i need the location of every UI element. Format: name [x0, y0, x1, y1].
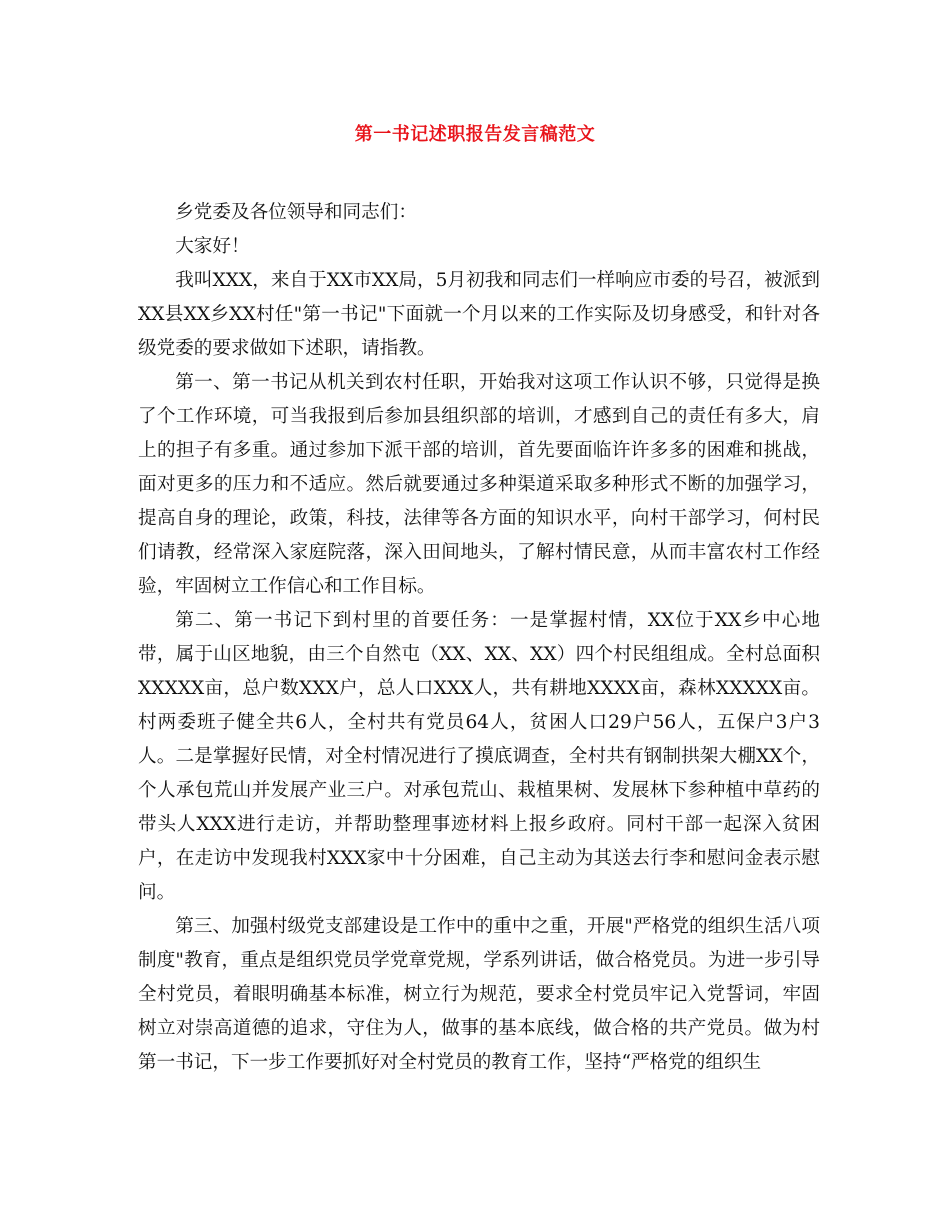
paragraph-third: 第三、加强村级党支部建设是工作中的重中之重，开展"严格党的组织生活八项制度"教育，重点是组织党员学党章党规，学系列讲话，做合格党员。为进一步引导全村党员，着眼明确基本标准，树立行为规范，要求全村党员牢记入党誓词，牢固树立对崇高道德的追求，守住为人，做事的基本底线，做合格的共产党员。做为村第一书记，下一步工作要抓好对全村党员的教育工作，坚持“严格党的组织生 — [138, 916, 820, 1073]
document-title: 第一书记述职报告发言稿范文 — [354, 124, 596, 145]
paragraph-second: 第二、第一书记下到村里的首要任务：一是掌握村情，XX位于XX乡中心地带，属于山区地貌，由三个自然屯（XX、XX、XX）四个村民组组成。全村总面积XXXXX亩，总户数XXX户，总人口XXX人，共有耕地XXXX亩，森林XXXXX亩。村两委班子健全共6人，全村共有党员64人，贫困人口29户56人，五保户3户3人。二是掌握好民情，对全村情况进行了摸底调查，全村共有钢制拱架大棚XX个，个人承包荒山并发展产业三户。对承包荒山、栽植果树、发展林下参种植中草药的带头人XXX进行走访，并帮助整理事迹材料上报乡政府。同村干部一起深入贫困户，在走访中发现我村XXX家中十分困难，自己主动为其送去行李和慰问金表示慰问。 — [138, 610, 820, 903]
document-body — [138, 196, 820, 1080]
paragraph-first: 第一、第一书记从机关到农村任职，开始我对这项工作认识不够，只觉得是换了个工作环境，可当我报到后参加县组织部的培训，才感到自己的责任有多大，肩上的担子有多重。通过参加下派干部的培训，首先要面临许许多多的困难和挑战，面对更多的压力和不适应。然后就要通过多种渠道采取多种形式不断的加强学习，提高自身的理论，政策，科技，法律等各方面的知识水平，向村干部学习，何村民们请教，经常深入家庭院落，深入田间地头，了解村情民意，从而丰富农村工作经验，牢固树立工作信心和工作目标。 — [138, 372, 820, 597]
paragraph-salutation: 乡党委及各位领导和同志们： — [175, 202, 417, 223]
paragraph-intro: 我叫XXX，来自于XX市XX局，5月初我和同志们一样响应市委的号召，被派到XX县XX乡XX村任"第一书记"下面就一个月以来的工作实际及切身感受，和针对各级党委的要求做如下述职，请指教。 — [138, 270, 820, 359]
paragraph-greeting: 大家好！ — [175, 236, 250, 257]
